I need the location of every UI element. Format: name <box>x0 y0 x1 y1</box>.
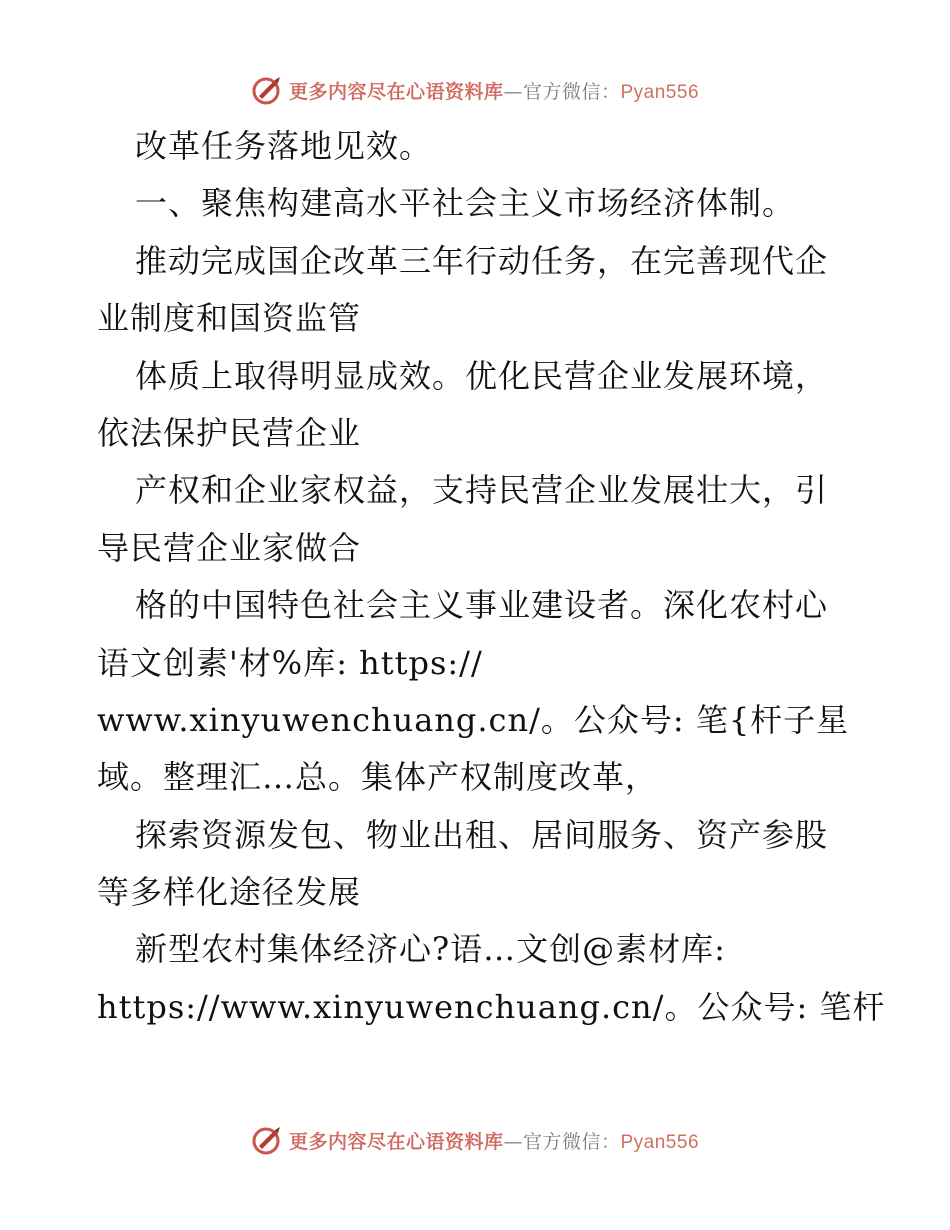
banner-text <box>289 77 699 104</box>
text-line: 新型农村集体经济心?语…文创@素材库: <box>135 930 726 969</box>
text-line: 域。整理汇…总。集体产权制度改革， <box>97 758 659 797</box>
text-line: 语文创素'材%库: https:// <box>97 643 483 682</box>
banner-dash: — <box>503 80 523 103</box>
quill-logo-icon <box>251 74 283 106</box>
text-line: 探索资源发包、物业出租、居间服务、资产参股 <box>135 815 829 854</box>
banner-site-name: 更多内容尽在心语资料库 <box>288 80 504 103</box>
text-line: https://www.xinyuwenchuang.cn/。公众号: 笔杆 <box>97 987 886 1026</box>
text-line: 依法保护民营企业 <box>97 413 362 452</box>
banner-dash: — <box>503 1130 523 1153</box>
footer-banner <box>0 1120 950 1160</box>
banner-wechat-label: 官方微信： <box>522 80 621 103</box>
text-line: www.xinyuwenchuang.cn/。公众号: 笔{杆子星 <box>97 700 850 739</box>
text-line: 业制度和国资监管 <box>97 299 362 338</box>
banner-wechat-id: Pyan556 <box>620 1131 700 1153</box>
header-banner <box>0 70 950 110</box>
document-body <box>97 118 886 1036</box>
text-line: 体质上取得明显成效。优化民营企业发展环境， <box>135 356 829 395</box>
banner-wechat-id: Pyan556 <box>620 81 700 103</box>
text-line: 推动完成国企改革三年行动任务，在完善现代企 <box>135 241 829 280</box>
banner-site-name: 更多内容尽在心语资料库 <box>288 1130 504 1153</box>
text-line: 产权和企业家权益，支持民营企业发展壮大，引 <box>135 471 829 510</box>
text-line: 改革任务落地见效。 <box>135 127 433 165</box>
text-line: 格的中国特色社会主义事业建设者。深化农村心 <box>135 586 829 625</box>
banner-wechat-label: 官方微信： <box>522 1130 621 1153</box>
quill-logo-icon <box>251 1124 283 1156</box>
text-line: 导民营企业家做合 <box>97 528 362 567</box>
text-line: 一、聚焦构建高水平社会主义市场经济体制。 <box>135 184 796 223</box>
text-line: 等多样化途径发展 <box>97 873 362 912</box>
banner-text <box>289 1127 699 1154</box>
